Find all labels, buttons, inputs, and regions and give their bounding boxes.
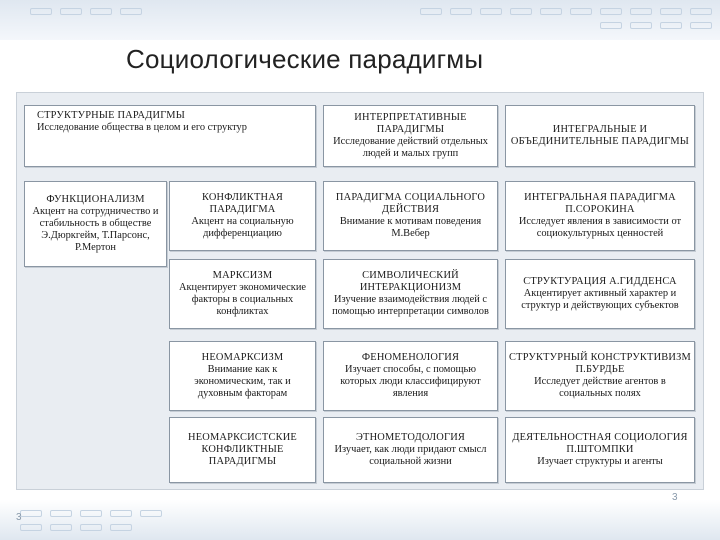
header-interpretive — [323, 105, 498, 167]
neomarxism-desc: Внимание как к экономическим, так и духовным факторам — [194, 364, 291, 399]
page-number-right: 3 — [672, 492, 678, 503]
sorokin-cell — [505, 181, 695, 251]
sztompka-cell — [505, 417, 695, 483]
giddens-title: СТРУКТУРАЦИЯ А.ГИДДЕНСА — [523, 276, 677, 287]
sorokin-title: ИНТЕГРАЛЬНАЯ ПАРАДИГМА П.СОРОКИНА — [524, 192, 676, 215]
social-action-desc: Внимание к мотивам поведения М.Вебер — [339, 216, 482, 239]
conflict-paradigm-cell — [169, 181, 316, 251]
header-integral — [505, 105, 695, 167]
neomarxist-conflict-title: НЕОМАРКСИСТСКИЕ КОНФЛИКТНЫЕ ПАРАДИГМЫ — [188, 432, 297, 467]
phenomenology-desc: Изучает способы, с помощью которых люди классифицируют явления — [340, 364, 481, 399]
header-interpretive-desc: Исследование действий отдельных людей и малых групп — [333, 136, 488, 159]
social-action-title: ПАРАДИГМА СОЦИАЛЬНОГО ДЕЙСТВИЯ — [335, 192, 486, 215]
bourdieu-desc: Исследует действие агентов в социальных полях — [534, 376, 666, 399]
header-integral-title: ИНТЕГРАЛЬНЫЕ И ОБЪЕДИНИТЕЛЬНЫЕ ПАРАДИГМЫ — [510, 124, 690, 147]
ethnomethodology-desc: Изучает, как люди придают смысл социальной жизни — [334, 444, 487, 467]
giddens-cell — [505, 259, 695, 329]
header-structural-desc: Исследование общества в целом и его структур — [37, 122, 247, 133]
top-decoration-band — [0, 0, 720, 40]
sorokin-desc: Исследует явления в зависимости от социокультурных ценностей — [518, 216, 682, 239]
neomarxist-conflict-cell — [169, 417, 316, 483]
neomarxism-title: НЕОМАРКСИЗМ — [201, 352, 284, 363]
sztompka-desc: Изучает структуры и агенты — [537, 456, 663, 467]
bottom-decoration-band — [0, 500, 720, 540]
header-structural — [24, 105, 316, 167]
header-structural-title: СТРУКТУРНЫЕ ПАРАДИГМЫ — [37, 110, 185, 121]
paradigm-table — [16, 92, 704, 490]
phenomenology-title: ФЕНОМЕНОЛОГИЯ — [361, 352, 460, 363]
social-action-cell — [323, 181, 498, 251]
neomarxism-cell — [169, 341, 316, 411]
marxism-title: МАРКСИЗМ — [212, 270, 273, 281]
conflict-paradigm-title: КОНФЛИКТНАЯ ПАРАДИГМА — [201, 192, 284, 215]
giddens-desc: Акцентирует активный характер и структур и действующих субъектов — [521, 288, 679, 311]
marxism-desc: Акцентирует экономические факторы в социальных конфликтах — [178, 282, 307, 317]
ethnomethodology-title: ЭТНОМЕТОДОЛОГИЯ — [355, 432, 466, 443]
sztompka-title: ДЕЯТЕЛЬНОСТНАЯ СОЦИОЛОГИЯ П.ШТОМПКИ — [512, 432, 688, 455]
marxism-cell — [169, 259, 316, 329]
symbolic-interactionism-cell — [323, 259, 498, 329]
functionalism-cell — [24, 181, 167, 267]
functionalism-desc: Акцент на сотрудничество и стабильность в обществе Э.Дюркгейм, Т.Парсонс, Р.Мертон — [32, 206, 159, 253]
bourdieu-cell — [505, 341, 695, 411]
page-number-left: 3 — [16, 512, 22, 523]
conflict-paradigm-desc: Акцент на социальную дифференциацию — [191, 216, 294, 239]
phenomenology-cell — [323, 341, 498, 411]
ethnomethodology-cell — [323, 417, 498, 483]
bourdieu-title: СТРУКТУРНЫЙ КОНСТРУКТИВИЗМ П.БУРДЬЕ — [509, 352, 691, 375]
symbolic-interactionism-title: СИМВОЛИЧЕСКИЙ ИНТЕРАКЦИОНИЗМ — [359, 270, 462, 293]
slide-title: Социологические парадигмы — [126, 44, 484, 74]
header-interpretive-title: ИНТЕРПРЕТАТИВНЫЕ ПАРАДИГМЫ — [354, 112, 467, 135]
symbolic-interactionism-desc: Изучение взаимодействия людей с помощью интерпретации символов — [332, 294, 489, 317]
functionalism-title: ФУНКЦИОНАЛИЗМ — [46, 194, 145, 205]
